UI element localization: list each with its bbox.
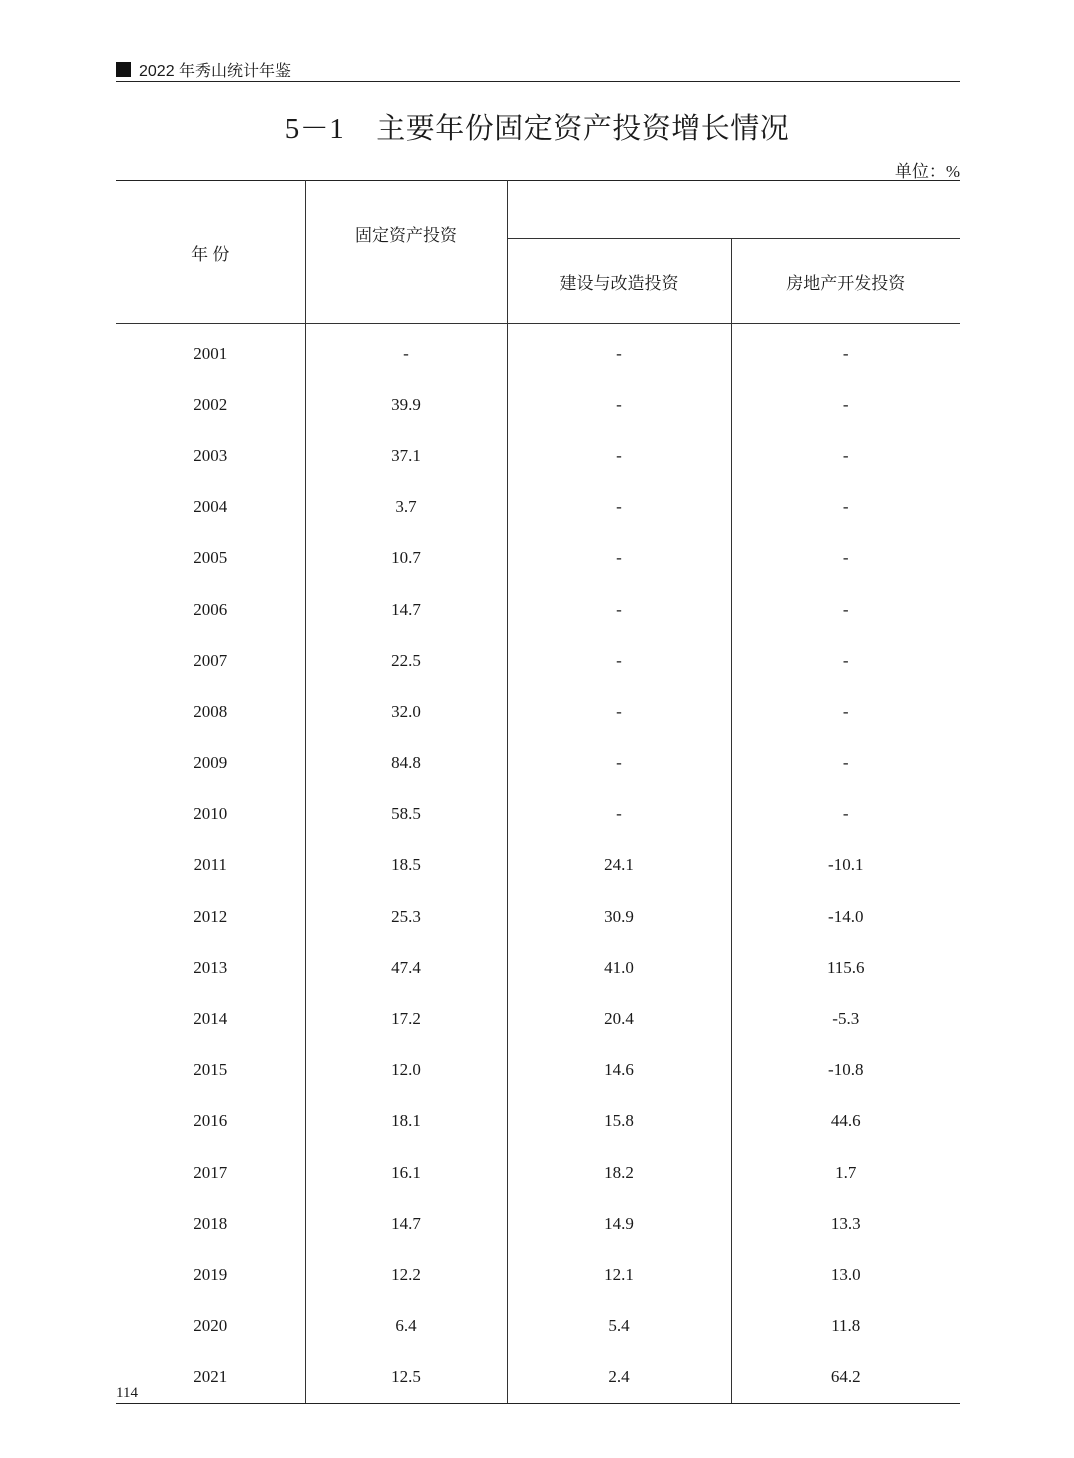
cell-fixed: 18.5 xyxy=(305,840,507,891)
table-row xyxy=(116,379,960,430)
cell-estate: - xyxy=(842,548,849,568)
cell-build: 14.6 xyxy=(507,1045,731,1096)
cell-fixed: 17.2 xyxy=(305,993,507,1044)
header-group-blank xyxy=(507,181,960,239)
cell-fixed: 3.7 xyxy=(305,482,507,533)
cell-estate: - xyxy=(842,701,849,721)
cell-build: - xyxy=(507,738,731,789)
table-row xyxy=(116,942,960,993)
header-real-estate-investment: 房地产开发投资 xyxy=(731,239,960,324)
cell-build: - xyxy=(507,379,731,430)
cell-build: - xyxy=(507,686,731,737)
cell-fixed: 25.3 xyxy=(305,891,507,942)
cell-year: 2018 xyxy=(116,1198,305,1249)
cell-build: - xyxy=(507,482,731,533)
cell-build: 12.1 xyxy=(507,1249,731,1300)
cell-year: 2015 xyxy=(116,1045,305,1096)
table-row xyxy=(116,324,960,380)
cell-estate: - xyxy=(842,497,849,517)
header-year: 年 份 xyxy=(116,181,305,324)
cell-build: 18.2 xyxy=(507,1147,731,1198)
table-row xyxy=(116,533,960,584)
cell-estate: 13.3 xyxy=(830,1213,861,1233)
cell-build: 5.4 xyxy=(507,1301,731,1352)
cell-estate: 115.6 xyxy=(826,957,865,977)
cell-fixed: 6.4 xyxy=(305,1301,507,1352)
table-row xyxy=(116,1147,960,1198)
cell-fixed: 14.7 xyxy=(305,584,507,635)
cell-build: - xyxy=(507,789,731,840)
table-title xyxy=(0,106,1074,147)
table-row xyxy=(116,840,960,891)
cell-fixed: 16.1 xyxy=(305,1147,507,1198)
cell-fixed: 12.0 xyxy=(305,1045,507,1096)
cell-estate: 64.2 xyxy=(731,1352,960,1404)
cell-build: 20.4 xyxy=(507,993,731,1044)
cell-build: 24.1 xyxy=(507,840,731,891)
table-row xyxy=(116,686,960,737)
cell-year: 2004 xyxy=(116,482,305,533)
cell-year: 2007 xyxy=(116,635,305,686)
table-row xyxy=(116,1096,960,1147)
table-row xyxy=(116,635,960,686)
cell-estate: - xyxy=(842,445,849,465)
cell-estate: 11.8 xyxy=(831,1316,861,1336)
cell-fixed: 84.8 xyxy=(305,738,507,789)
cell-build: - xyxy=(507,324,731,380)
cell-build: - xyxy=(507,430,731,481)
table-row xyxy=(116,891,960,942)
page-number: 114 xyxy=(116,1385,138,1401)
unit-label: 单位：% xyxy=(894,162,960,181)
table-row xyxy=(116,430,960,481)
cell-fixed: 22.5 xyxy=(305,635,507,686)
table-row xyxy=(116,1045,960,1096)
cell-build: 30.9 xyxy=(507,891,731,942)
cell-build: 41.0 xyxy=(507,942,731,993)
cell-year: 2017 xyxy=(116,1147,305,1198)
header-rule xyxy=(116,81,960,82)
cell-year: 2020 xyxy=(116,1301,305,1352)
table-row xyxy=(116,1249,960,1300)
cell-year: 2008 xyxy=(116,686,305,737)
cell-build: 15.8 xyxy=(507,1096,731,1147)
cell-estate: -10.1 xyxy=(828,855,864,875)
cell-year: 2016 xyxy=(116,1096,305,1147)
cell-fixed: 58.5 xyxy=(305,789,507,840)
cell-estate: - xyxy=(842,394,849,414)
cell-year: 2021 xyxy=(116,1352,305,1404)
cell-build: - xyxy=(507,533,731,584)
cell-estate: - xyxy=(842,599,849,619)
table-row xyxy=(116,482,960,533)
table-body xyxy=(116,324,960,1404)
cell-fixed: 12.2 xyxy=(305,1249,507,1300)
header-fixed-investment: 固定资产投资 xyxy=(305,181,507,324)
table-row xyxy=(116,1198,960,1249)
cell-year: 2009 xyxy=(116,738,305,789)
cell-year: 2001 xyxy=(116,324,305,380)
cell-year: 2012 xyxy=(116,891,305,942)
cell-build: 14.9 xyxy=(507,1198,731,1249)
cell-estate: - xyxy=(842,804,849,824)
cell-year: 2011 xyxy=(116,840,305,891)
investment-growth-table xyxy=(116,180,960,1404)
cell-fixed: 47.4 xyxy=(305,942,507,993)
cell-year: 2005 xyxy=(116,533,305,584)
black-square-icon xyxy=(116,62,131,77)
cell-estate: - xyxy=(842,650,849,670)
cell-year: 2010 xyxy=(116,789,305,840)
table-row xyxy=(116,1301,960,1352)
cell-year: 2003 xyxy=(116,430,305,481)
data-table-container xyxy=(116,180,960,1404)
table-title-text: 主要年份固定资产投资增长情况 xyxy=(376,113,790,145)
cell-year: 2006 xyxy=(116,584,305,635)
cell-estate: - xyxy=(842,753,849,773)
cell-year: 2002 xyxy=(116,379,305,430)
cell-estate: -10.8 xyxy=(828,1060,864,1080)
cell-build: - xyxy=(507,635,731,686)
cell-year: 2014 xyxy=(116,993,305,1044)
cell-fixed: - xyxy=(305,324,507,380)
table-row xyxy=(116,738,960,789)
cell-year: 2013 xyxy=(116,942,305,993)
cell-estate: - xyxy=(842,343,849,363)
cell-estate: 44.6 xyxy=(830,1111,861,1131)
cell-fixed: 12.5 xyxy=(305,1352,507,1404)
cell-fixed: 10.7 xyxy=(305,533,507,584)
cell-estate: 13.0 xyxy=(830,1264,861,1284)
cell-build: - xyxy=(507,584,731,635)
cell-build: 2.4 xyxy=(507,1352,731,1404)
running-head-text: 2022 年秀山统计年鉴 xyxy=(139,62,292,80)
table-row xyxy=(116,584,960,635)
cell-fixed: 18.1 xyxy=(305,1096,507,1147)
header-construction-investment: 建设与改造投资 xyxy=(507,239,731,324)
cell-estate: -14.0 xyxy=(828,906,864,926)
table-row xyxy=(116,1352,960,1404)
cell-estate: 1.7 xyxy=(835,1162,857,1182)
cell-year: 2019 xyxy=(116,1249,305,1300)
table-row xyxy=(116,993,960,1044)
cell-fixed: 14.7 xyxy=(305,1198,507,1249)
cell-fixed: 32.0 xyxy=(305,686,507,737)
running-head xyxy=(116,58,291,80)
cell-fixed: 39.9 xyxy=(305,379,507,430)
cell-estate: -5.3 xyxy=(832,1009,860,1029)
table-row xyxy=(116,789,960,840)
table-number: 5－1 xyxy=(284,113,345,145)
cell-fixed: 37.1 xyxy=(305,430,507,481)
